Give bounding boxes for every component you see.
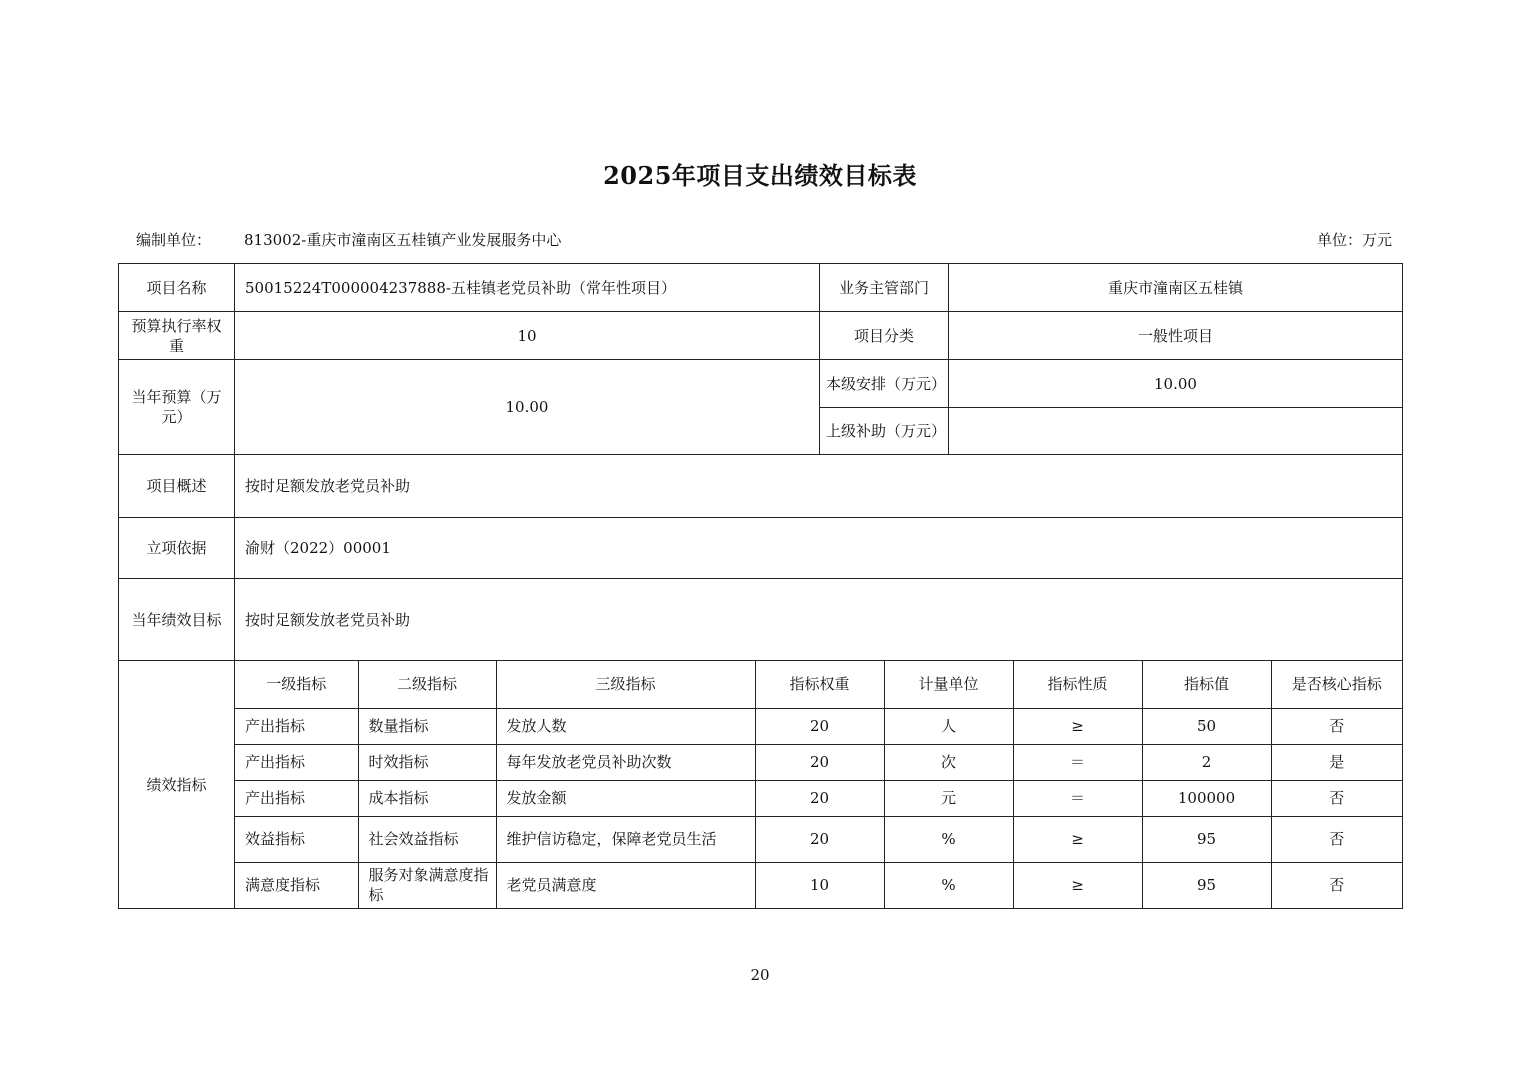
table-row <box>235 816 1402 862</box>
table-row <box>235 708 1402 744</box>
col-header: 是否核心指标 <box>1271 661 1402 708</box>
table-row <box>235 862 1402 908</box>
col-header: 二级指标 <box>358 661 496 708</box>
level3-cell: 维护信访稳定，保障老党员生活 <box>496 816 755 862</box>
overview-value: 按时足额发放老党员补助 <box>235 455 1403 518</box>
dept-label: 业务主管部门 <box>820 264 949 312</box>
core-cell: 否 <box>1271 862 1402 908</box>
core-cell: 是 <box>1271 744 1402 780</box>
value-cell: 95 <box>1142 816 1271 862</box>
performance-goal-table <box>118 263 1403 909</box>
org-value: 813002-重庆市潼南区五桂镇产业发展服务中心 <box>244 231 562 249</box>
level3-cell: 发放金额 <box>496 780 755 816</box>
category-value: 一般性项目 <box>949 312 1403 360</box>
project-name-value: 50015224T000004237888-五桂镇老党员补助（常年性项目） <box>235 264 820 312</box>
level2-cell: 服务对象满意度指标 <box>358 862 496 908</box>
weight-cell: 20 <box>755 708 884 744</box>
level1-cell: 产出指标 <box>235 780 358 816</box>
basis-value: 渝财（2022）00001 <box>235 518 1403 579</box>
weight-label: 预算执行率权重 <box>119 312 235 360</box>
unit-cell: % <box>884 816 1013 862</box>
nature-cell: ≥ <box>1013 862 1142 908</box>
nature-cell: ＝ <box>1013 744 1142 780</box>
core-cell: 否 <box>1271 780 1402 816</box>
page-number: 20 <box>750 966 770 984</box>
unit-cell: 人 <box>884 708 1013 744</box>
unit-cell: 次 <box>884 744 1013 780</box>
col-header: 指标权重 <box>755 661 884 708</box>
value-cell: 50 <box>1142 708 1271 744</box>
header-row <box>136 229 1392 251</box>
weight-cell: 10 <box>755 862 884 908</box>
nature-cell: ≥ <box>1013 816 1142 862</box>
basis-label: 立项依据 <box>119 518 235 579</box>
value-cell: 95 <box>1142 862 1271 908</box>
table-row <box>235 780 1402 816</box>
core-cell: 否 <box>1271 708 1402 744</box>
level2-cell: 社会效益指标 <box>358 816 496 862</box>
level1-cell: 满意度指标 <box>235 862 358 908</box>
col-header: 指标值 <box>1142 661 1271 708</box>
level1-cell: 产出指标 <box>235 708 358 744</box>
level2-cell: 数量指标 <box>358 708 496 744</box>
level1-cell: 产出指标 <box>235 744 358 780</box>
weight-cell: 20 <box>755 744 884 780</box>
category-label: 项目分类 <box>820 312 949 360</box>
upper-value <box>949 408 1403 455</box>
table-row <box>235 744 1402 780</box>
weight-value: 10 <box>235 312 820 360</box>
level2-cell: 时效指标 <box>358 744 496 780</box>
weight-cell: 20 <box>755 816 884 862</box>
unit-cell: % <box>884 862 1013 908</box>
nature-cell: ≥ <box>1013 708 1142 744</box>
perf-cell <box>235 661 1403 909</box>
value-cell: 100000 <box>1142 780 1271 816</box>
local-label: 本级安排（万元） <box>820 360 949 408</box>
page-title: 2025年项目支出绩效目标表 <box>603 161 917 190</box>
indicator-table <box>235 661 1402 908</box>
unit-text: 单位：万元 <box>1316 231 1392 249</box>
upper-label: 上级补助（万元） <box>820 408 949 455</box>
goal-value: 按时足额发放老党员补助 <box>235 579 1403 661</box>
dept-value: 重庆市潼南区五桂镇 <box>949 264 1403 312</box>
col-header: 指标性质 <box>1013 661 1142 708</box>
org-label: 编制单位： <box>136 231 212 249</box>
col-header: 计量单位 <box>884 661 1013 708</box>
nature-cell: ＝ <box>1013 780 1142 816</box>
budget-value: 10.00 <box>235 360 820 455</box>
level3-cell: 每年发放老党员补助次数 <box>496 744 755 780</box>
core-cell: 否 <box>1271 816 1402 862</box>
unit-cell: 元 <box>884 780 1013 816</box>
local-value: 10.00 <box>949 360 1403 408</box>
col-header: 三级指标 <box>496 661 755 708</box>
overview-label: 项目概述 <box>119 455 235 518</box>
level2-cell: 成本指标 <box>358 780 496 816</box>
value-cell: 2 <box>1142 744 1271 780</box>
budget-label: 当年预算（万元） <box>119 360 235 455</box>
level3-cell: 发放人数 <box>496 708 755 744</box>
weight-cell: 20 <box>755 780 884 816</box>
col-header: 一级指标 <box>235 661 358 708</box>
perf-label: 绩效指标 <box>119 661 235 909</box>
project-name-label: 项目名称 <box>119 264 235 312</box>
level3-cell: 老党员满意度 <box>496 862 755 908</box>
level1-cell: 效益指标 <box>235 816 358 862</box>
goal-label: 当年绩效目标 <box>119 579 235 661</box>
